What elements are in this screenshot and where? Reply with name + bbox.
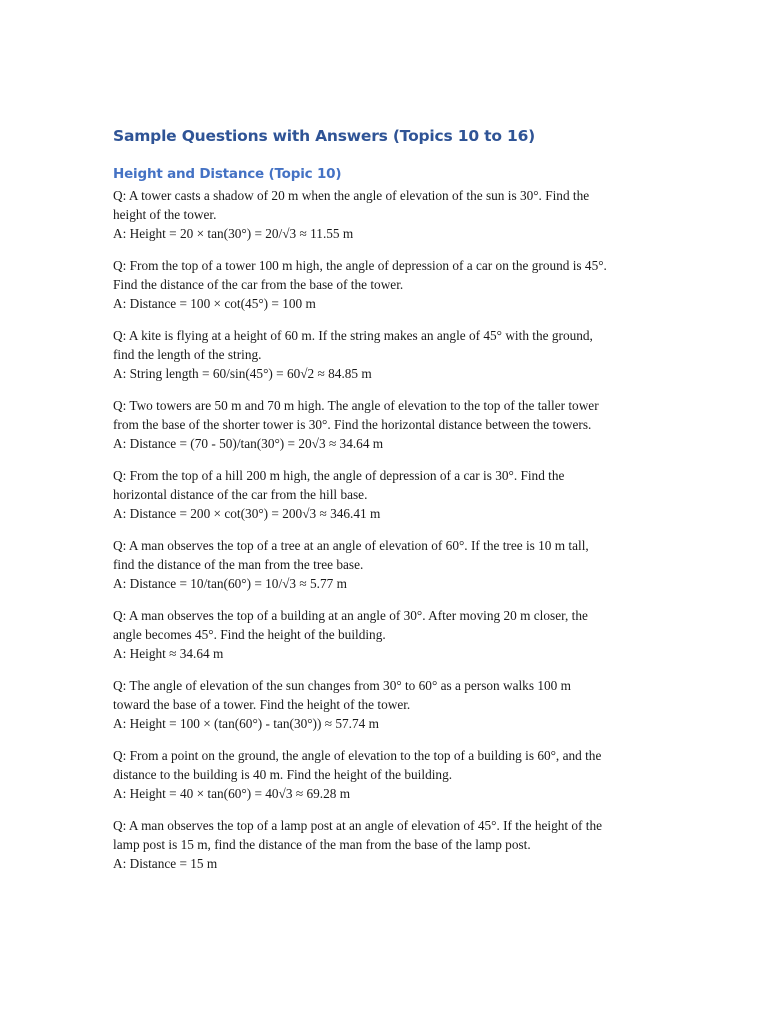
qa-item	[113, 396, 658, 453]
qa-item	[113, 536, 658, 593]
question-line: Q: A tower casts a shadow of 20 m when the angle of elevation of the sun is 30°. Find the	[113, 188, 590, 203]
question-line: Q: A kite is flying at a height of 60 m. If the string makes an angle of 45° with the ground,	[113, 328, 593, 343]
answer-line: A: Distance = 200 × cot(30°) = 200√3 ≈ 346.41 m	[113, 506, 381, 521]
section-heading: Height and Distance (Topic 10)	[113, 166, 342, 182]
qa-item	[113, 816, 658, 873]
question-line: Find the distance of the car from the base of the tower.	[113, 277, 404, 292]
question-line: height of the tower.	[113, 207, 217, 222]
answer-line: A: Distance = 10/tan(60°) = 10/√3 ≈ 5.77 m	[113, 576, 347, 591]
question-line: distance to the building is 40 m. Find the height of the building.	[113, 767, 453, 782]
qa-item	[113, 606, 658, 663]
qa-item	[113, 746, 658, 803]
document-content	[113, 123, 658, 886]
qa-item	[113, 186, 658, 243]
question-line: Q: A man observes the top of a tree at an angle of elevation of 60°. If the tree is 10 m tall,	[113, 538, 589, 553]
qa-item	[113, 676, 658, 733]
answer-line: A: Height ≈ 34.64 m	[113, 646, 224, 661]
question-line: Q: From the top of a tower 100 m high, the angle of depression of a car on the ground is 45°.	[113, 258, 607, 273]
question-line: toward the base of a tower. Find the height of the tower.	[113, 697, 411, 712]
qa-item	[113, 326, 658, 383]
answer-line: A: String length = 60/sin(45°) = 60√2 ≈ 84.85 m	[113, 366, 372, 381]
answer-line: A: Height = 40 × tan(60°) = 40√3 ≈ 69.28 m	[113, 786, 351, 801]
qa-item	[113, 256, 658, 313]
question-line: Q: From the top of a hill 200 m high, the angle of depression of a car is 30°. Find the	[113, 468, 565, 483]
question-line: find the length of the string.	[113, 347, 262, 362]
question-line: Q: From a point on the ground, the angle of elevation to the top of a building is 60°, and the	[113, 748, 602, 763]
question-line: angle becomes 45°. Find the height of the building.	[113, 627, 386, 642]
question-line: Q: A man observes the top of a lamp post at an angle of elevation of 45°. If the height of the	[113, 818, 603, 833]
qa-list	[113, 186, 658, 873]
document-title: Sample Questions with Answers (Topics 10 to 16)	[113, 127, 536, 145]
answer-line: A: Height = 100 × (tan(60°) - tan(30°)) ≈ 57.74 m	[113, 716, 379, 731]
question-line: Q: A man observes the top of a building at an angle of 30°. After moving 20 m closer, the	[113, 608, 588, 623]
question-line: Q: Two towers are 50 m and 70 m high. The angle of elevation to the top of the taller tower	[113, 398, 599, 413]
question-line: horizontal distance of the car from the hill base.	[113, 487, 368, 502]
answer-line: A: Height = 20 × tan(30°) = 20/√3 ≈ 11.55 m	[113, 226, 354, 241]
question-line: lamp post is 15 m, find the distance of the man from the base of the lamp post.	[113, 837, 531, 852]
answer-line: A: Distance = 15 m	[113, 856, 218, 871]
question-line: from the base of the shorter tower is 30°. Find the horizontal distance between the towers.	[113, 417, 592, 432]
answer-line: A: Distance = 100 × cot(45°) = 100 m	[113, 296, 316, 311]
qa-item	[113, 466, 658, 523]
question-line: find the distance of the man from the tree base.	[113, 557, 364, 572]
answer-line: A: Distance = (70 - 50)/tan(30°) = 20√3 ≈ 34.64 m	[113, 436, 384, 451]
question-line: Q: The angle of elevation of the sun changes from 30° to 60° as a person walks 100 m	[113, 678, 571, 693]
